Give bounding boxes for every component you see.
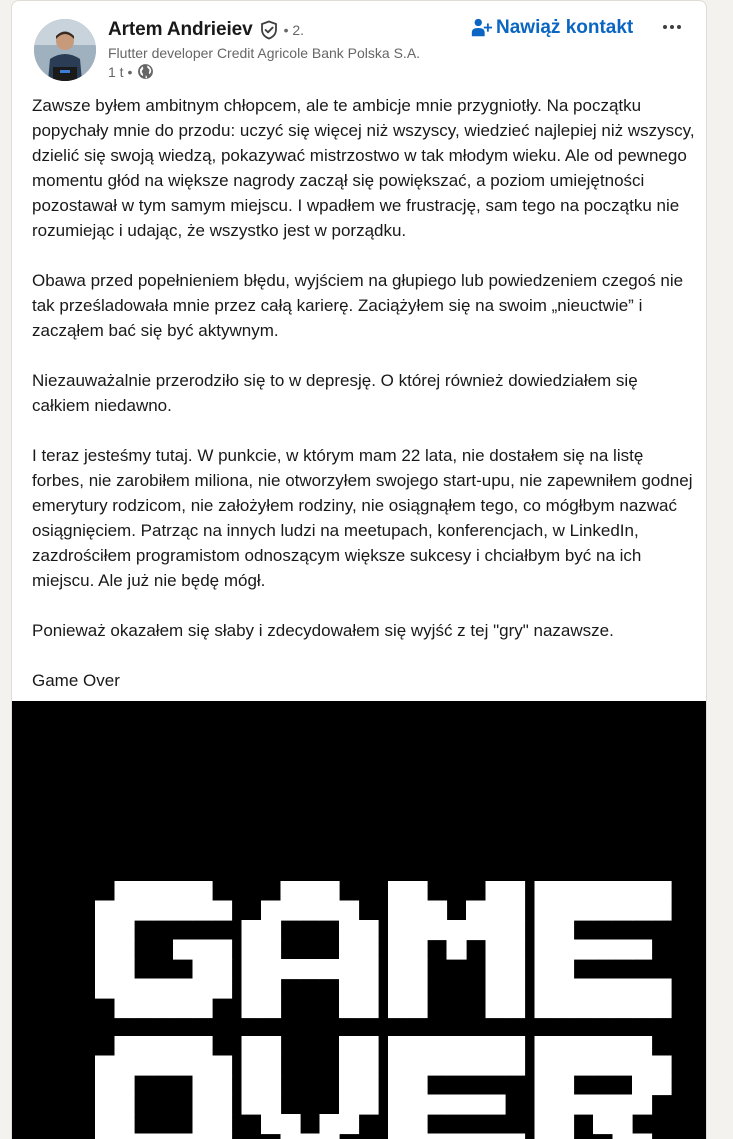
post-paragraph: Zawsze byłem ambitnym chłopcem, ale te ambicje mnie przygniotły. Na początku popychały mnie do przodu: uczyć się więcej niż wszyscy, wiedzieć najlepiej niż wszyscy, dzielić się swoją wiedzą, pokazywać mistrzostwo w tak młodym wieku. Ale od pewnego momentu głód na większe nagrody zaczął się powiększać, a poziom umiejętności pozostawał w tym samym miejscu. I wpadłem we frustrację, sam tego na początku nie rozumiejąc i udając, że wszystko jest w porządku.	[32, 93, 697, 243]
pixel-letter-v	[242, 1036, 379, 1139]
pixel-letter-r	[535, 1036, 672, 1139]
pixel-letter-g	[95, 881, 232, 1018]
post-paragraph: Game Over	[32, 668, 697, 693]
pixel-letter-a	[242, 881, 379, 1018]
person-add-icon	[470, 17, 492, 39]
post-paragraph: Ponieważ okazałem się słaby i zdecydowałem się wyjść z tej "gry" nazawsze.	[32, 618, 697, 643]
author-name[interactable]: Artem Andrieiev	[108, 19, 253, 41]
connect-button[interactable]	[470, 17, 633, 39]
pixel-letter-e	[535, 881, 672, 1018]
connect-label: Nawiąż kontakt	[496, 17, 633, 39]
author-avatar[interactable]	[34, 19, 96, 81]
post-body	[32, 93, 697, 718]
post-card	[11, 0, 707, 1139]
author-headline: Flutter developer Credit Agricole Bank Polska S.A.	[108, 45, 420, 61]
post-image[interactable]	[12, 701, 706, 1139]
pixel-letter-o	[95, 1036, 232, 1139]
more-options-icon[interactable]	[658, 13, 686, 41]
post-time: 1 t •	[108, 64, 132, 80]
game-over-image	[12, 701, 706, 1139]
post-meta	[108, 63, 154, 80]
connection-degree: • 2.	[284, 22, 304, 38]
post-paragraph: Niezauważalnie przerodziło się to w depresję. O której również dowiedziałem się całkiem niedawno.	[32, 368, 697, 418]
pixel-letter-m	[388, 881, 525, 1018]
pixel-letter-e	[388, 1036, 525, 1139]
avatar-photo	[34, 19, 96, 81]
post-paragraph: I teraz jesteśmy tutaj. W punkcie, w którym mam 22 lata, nie dostałem się na listę forbes, nie zarobiłem miliona, nie otworzyłem swojego start-upu, nie zapewniłem godnej emerytury rodzicom, nie założyłem rodziny, nie osiągnąłem tego, co mógłbym nazwać osiągnięciem. Patrząc na innych ludzi na meetupach, konferencjach, w LinkedIn, zazdrościłem programistom odnoszącym większe sukcesy i chciałbym być na ich miejscu. Ale już nie będę mógł.	[32, 443, 697, 593]
post-paragraph: Obawa przed popełnieniem błędu, wyjściem na głupiego lub powiedzeniem czegoś nie tak prześladowała mnie przez całą karierę. Zaciążyłem się na swoim „nieuctwie” i zacząłem bać się być aktywnym.	[32, 268, 697, 343]
verified-shield-icon	[259, 20, 279, 40]
globe-icon	[137, 63, 154, 80]
